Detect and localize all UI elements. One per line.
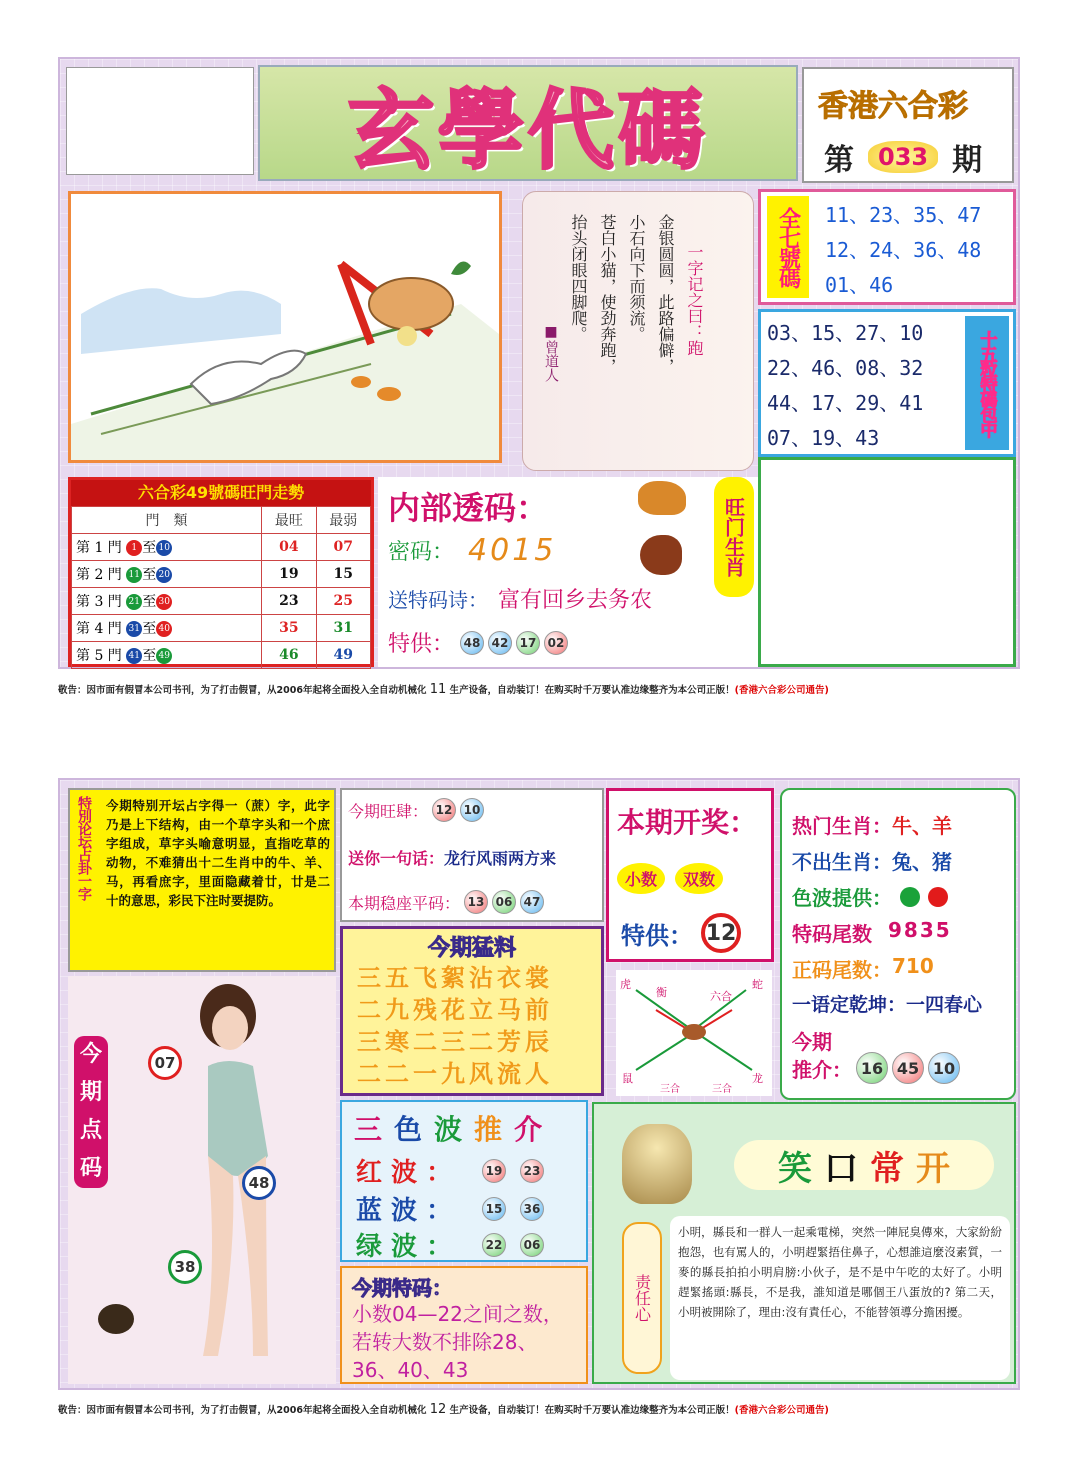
gate-worst: 25	[316, 588, 370, 615]
compass-sanhe-1: 三合	[660, 1084, 680, 1095]
gate-best: 35	[262, 615, 316, 642]
flat-line	[348, 890, 548, 914]
gate-between: 至	[142, 648, 157, 664]
password-label: 密码：	[388, 540, 455, 565]
blue-wave-ball: 15	[482, 1197, 506, 1221]
kill-numbers	[825, 198, 981, 303]
special15-row: 22、46、08、32	[767, 356, 924, 380]
sentence-line	[348, 846, 556, 869]
recommend-ball: 16	[856, 1052, 888, 1084]
gate-best: 19	[262, 561, 316, 588]
gate-name: 第 4 門	[76, 621, 122, 637]
gate-from: 21	[126, 594, 142, 610]
table-row	[72, 534, 371, 561]
rooster-icon	[640, 535, 682, 575]
wang-ball: 10	[460, 798, 484, 822]
joke-title	[734, 1140, 994, 1190]
color-wave-title	[354, 1108, 542, 1148]
notice-sign: (香港六合彩公司通告)	[734, 1405, 829, 1416]
fierce-line: 二九残花立马前	[357, 996, 553, 1024]
special-code-box	[340, 1266, 588, 1384]
tail-label: 特码尾数	[792, 922, 872, 946]
gate-name: 第 5 門	[76, 648, 122, 664]
compass-arrows	[616, 970, 772, 1096]
table-row	[72, 561, 371, 588]
gate-header-best: 最旺	[262, 507, 316, 534]
kill-row: 12、24、36、48	[825, 238, 982, 262]
password-line	[388, 533, 556, 568]
gate-to: 10	[156, 540, 172, 556]
kill-box	[758, 189, 1016, 305]
recommend-label-2: 推介：	[792, 1057, 852, 1082]
red-dot	[928, 887, 948, 907]
poem-send-line	[388, 583, 652, 614]
joke-title-char: 常	[870, 1148, 904, 1189]
joke-text: 小明，縣長和一群人一起乘電梯，突然一陣屁臭傳來，大家紛紛抱怨，也有罵人的，小明趕緊捂住鼻子，心想誰這麼沒素質，一麥的縣長拍拍小明肩膀:小伙子，是不是中午吃的太好了。小明趕緊搖頭:縣長，不是我，誰知道是哪個王八蛋放的? 第二天，小明被開除了，理由:沒有責任心，不能替領導分擔困擾。	[670, 1216, 1010, 1380]
cat-climbing-illustration	[71, 194, 499, 460]
gate-name: 第 1 門	[76, 540, 122, 556]
red-wave-ball: 19	[482, 1159, 506, 1183]
compass-heng: 衡	[656, 986, 667, 999]
bottom-notice	[58, 1402, 1020, 1417]
issue-line	[824, 135, 982, 179]
color-wave-title-char: 波	[434, 1113, 463, 1146]
page-title: 玄學代碼	[348, 80, 708, 181]
flat-ball: 47	[520, 890, 544, 914]
special-code-title: 今期特码：	[352, 1276, 452, 1300]
gate-best: 04	[262, 534, 316, 561]
issue-number: 033	[868, 141, 938, 173]
gate-worst: 31	[316, 615, 370, 642]
title-banner	[258, 65, 798, 181]
blue-wave-ball: 36	[520, 1197, 544, 1221]
special15-label: 十五粒特碼包中	[965, 316, 1009, 450]
wang-box	[340, 788, 604, 922]
password-value: 4015	[468, 533, 557, 568]
fierce-box	[340, 926, 604, 1096]
green-wave-label: 绿 波 ：	[356, 1232, 453, 1262]
gate-between: 至	[142, 621, 157, 637]
joke-side-label: 责任心	[622, 1222, 662, 1374]
compass-sanhe-2: 三合	[712, 1084, 732, 1095]
tiger-icon	[638, 481, 686, 515]
wang-ball: 12	[432, 798, 456, 822]
recommend-ball: 45	[892, 1052, 924, 1084]
recommend-label-1: 今期	[792, 1030, 832, 1054]
draw-title: 本期开奖：	[617, 806, 758, 839]
tail-line	[792, 918, 952, 947]
joke-title-char: 口	[824, 1148, 858, 1189]
issue-prefix: 第	[824, 143, 854, 178]
tail-value: 9835	[888, 918, 952, 942]
forum-label: 特別论坛占卦一字	[76, 796, 92, 900]
green-wave-ball: 22	[482, 1233, 506, 1257]
blue-wave-label: 蓝 波 ：	[356, 1196, 453, 1226]
red-wave-line	[356, 1152, 548, 1189]
point-code-area	[68, 976, 336, 1384]
cold-zodiac-label: 不出生肖：	[792, 850, 892, 874]
table-row	[72, 588, 371, 615]
brand-name: 香港六合彩	[818, 89, 968, 124]
recommend-ball: 10	[928, 1052, 960, 1084]
poem-line-2: 小石向下而须流。	[627, 214, 646, 342]
phrase-line	[792, 990, 982, 1017]
wang-label: 今期旺肆：	[348, 801, 429, 821]
gate-table-title: 六合彩49號碼旺門走勢	[71, 480, 371, 506]
model-figure	[158, 976, 318, 1376]
poem-heading: 一字记之曰：跑	[685, 244, 704, 356]
draw-small: 小数	[617, 863, 665, 894]
money-bag-icon	[622, 1124, 692, 1204]
draw-special-label: 特供：	[621, 921, 693, 950]
gate-between: 至	[142, 567, 157, 583]
special15-row: 07、19、43	[767, 426, 880, 450]
special-code-text: 小数04—22之间之数，若转大数不排除28、36、40、43	[352, 1302, 563, 1382]
top-left-blank	[66, 67, 254, 175]
page-number: 11	[429, 682, 447, 697]
forum-text: 今期特别开坛占字得一（蔗）字，此字乃是上下结构，由一个草字头和一个庶字组成，草字头喻意明显，直指吃草的动物，不难猜出十二生肖中的牛、羊、马，再看庶字，里面隐藏着廿，廿是二十的意思，彩民下注时要提防。	[106, 798, 330, 908]
gate-table	[71, 506, 371, 669]
right-blank-box	[758, 457, 1016, 667]
kill-row: 11、23、35、47	[825, 203, 982, 227]
poem-scroll	[522, 191, 754, 471]
special-ball: 17	[516, 631, 540, 655]
gate-table-box	[68, 477, 374, 667]
table-row	[72, 615, 371, 642]
main-tail-value: 710	[892, 954, 934, 978]
sentence-value: 龙行风雨两方来	[444, 849, 557, 868]
phrase-value: 一四春心	[906, 994, 983, 1016]
gate-to: 40	[156, 621, 172, 637]
sentence-label: 送你一句话：	[348, 849, 445, 868]
poem-text	[541, 214, 706, 454]
joke-title-char: 笑	[778, 1148, 812, 1189]
compass-tiger: 虎	[620, 978, 631, 991]
joke-title-char: 开	[916, 1148, 950, 1189]
zodiac-label: 旺门生肖	[714, 477, 754, 597]
gate-best: 46	[262, 642, 316, 669]
special-label: 特供：	[388, 632, 455, 657]
hot-zodiac-value: 牛、羊	[892, 814, 952, 838]
green-wave-line	[356, 1226, 548, 1263]
red-wave-ball: 23	[520, 1159, 544, 1183]
special-line	[388, 627, 572, 658]
notice-text: 敬告：因市面有假冒本公司书刊，为了打击假冒，从2006年起将全面投入全自动机械化	[58, 1405, 430, 1416]
draw-attrs	[617, 863, 723, 894]
compass-mouse: 鼠	[622, 1072, 633, 1085]
special15-row: 03、15、27、10	[767, 321, 924, 345]
cold-zodiac-value: 兔、猪	[892, 850, 952, 874]
gate-to: 30	[156, 594, 172, 610]
draw-box	[606, 788, 774, 962]
zodiac-info-box	[780, 788, 1016, 1100]
kill-label: 全七號碼	[767, 196, 809, 298]
illustration-box	[68, 191, 502, 463]
table-row	[72, 642, 371, 669]
recommend-line	[792, 1052, 964, 1084]
gate-from: 11	[126, 567, 142, 583]
poem-line-3: 苍白小猫，使劲奔跑，	[598, 214, 617, 374]
gate-worst: 07	[316, 534, 370, 561]
kill-row: 01、46	[825, 273, 894, 297]
gate-best: 23	[262, 588, 316, 615]
flat-ball: 13	[464, 890, 488, 914]
gate-to: 20	[156, 567, 172, 583]
poem-line-4: 抬头闭眼四脚爬。	[569, 214, 588, 342]
point-ball: 48	[242, 1166, 276, 1200]
compass-dragon: 龙	[752, 1072, 763, 1085]
inner-title: 内部透码：	[388, 489, 549, 527]
wang-line	[348, 798, 488, 822]
compass-liuhe: 六合	[710, 990, 732, 1003]
gate-header-worst: 最弱	[316, 507, 370, 534]
fierce-line: 三寒二三二芳辰	[357, 1028, 553, 1056]
phrase-label: 一语定乾坤：	[792, 994, 907, 1016]
special-ball: 48	[460, 631, 484, 655]
main-tail-label: 正码尾数：	[792, 958, 892, 982]
point-label	[74, 1036, 108, 1188]
special15-row: 44、17、29、41	[767, 391, 924, 415]
compass-snake: 蛇	[752, 978, 763, 991]
poem-line-1: 金银圆圆，此路偏僻，	[656, 214, 675, 374]
color-wave-title-char: 三	[354, 1113, 383, 1146]
fierce-line: 二二一九风流人	[357, 1060, 553, 1088]
gate-between: 至	[142, 540, 157, 556]
poem-send-value: 富有回乡去务农	[498, 588, 653, 613]
green-dot	[900, 887, 920, 907]
poem-author: ■曾道人	[543, 324, 559, 382]
fierce-lines	[343, 962, 601, 1090]
color-wave-title-char: 推	[474, 1113, 503, 1146]
gate-between: 至	[142, 594, 157, 610]
special-ball: 42	[488, 631, 512, 655]
color-label: 色波提供：	[792, 886, 892, 910]
color-wave-title-char: 色	[394, 1113, 423, 1146]
gate-header-type: 門 類	[72, 507, 262, 534]
flat-ball: 06	[492, 890, 516, 914]
gate-worst: 49	[316, 642, 370, 669]
notice-sign: (香港六合彩公司通告)	[734, 685, 829, 696]
draw-special-ball: 12	[701, 913, 741, 953]
gate-name: 第 3 門	[76, 594, 122, 610]
color-wave-box	[340, 1100, 588, 1262]
color-wave-title-char: 介	[514, 1113, 543, 1146]
point-ball: 07	[148, 1046, 182, 1080]
draw-double: 双数	[675, 863, 723, 894]
gate-worst: 15	[316, 561, 370, 588]
cold-zodiac-line	[792, 846, 952, 875]
issue-box	[802, 67, 1014, 183]
gate-from: 41	[126, 648, 142, 664]
fierce-line: 三五飞絮沾衣裳	[357, 964, 553, 992]
fierce-title: 今期猛料	[427, 936, 516, 961]
bottom-page	[58, 778, 1020, 1390]
issue-suffix: 期	[952, 143, 983, 178]
green-wave-ball: 06	[520, 1233, 544, 1257]
compass-box	[616, 970, 772, 1096]
gate-from: 1	[126, 540, 142, 556]
red-wave-label: 红 波 ：	[356, 1158, 453, 1188]
page-number: 12	[429, 1402, 447, 1417]
gate-to: 49	[156, 648, 172, 664]
gate-from: 31	[126, 621, 142, 637]
hot-zodiac-label: 热门生肖：	[792, 814, 892, 838]
inner-code-box	[378, 477, 758, 667]
special-ball: 02	[544, 631, 568, 655]
special15-box	[758, 309, 1016, 457]
blue-wave-line	[356, 1190, 548, 1227]
color-line	[792, 882, 948, 911]
gate-name: 第 2 門	[76, 567, 122, 583]
top-page	[58, 57, 1020, 669]
point-label-text: 今期点码	[74, 1036, 108, 1188]
top-notice	[58, 682, 1020, 697]
snail-icon	[98, 1304, 134, 1334]
flat-label: 本期稳座平码：	[348, 893, 461, 913]
special15-numbers	[767, 316, 923, 456]
poem-send-label: 送特码诗：	[388, 588, 488, 612]
draw-special-line	[621, 913, 745, 953]
notice-text: 敬告：因市面有假冒本公司书刊，为了打击假冒，从2006年起将全面投入全自动机械化	[58, 685, 430, 696]
joke-box	[592, 1102, 1016, 1384]
notice-text-2: 生产设备，自动装订！在购买时千万要认准边缘整齐为本公司正版！	[446, 1405, 735, 1416]
point-ball: 38	[168, 1250, 202, 1284]
forum-box	[68, 788, 336, 972]
notice-text-2: 生产设备，自动装订！在购买时千万要认准边缘整齐为本公司正版！	[446, 685, 735, 696]
main-tail-line	[792, 954, 934, 983]
hot-zodiac-line	[792, 810, 952, 839]
